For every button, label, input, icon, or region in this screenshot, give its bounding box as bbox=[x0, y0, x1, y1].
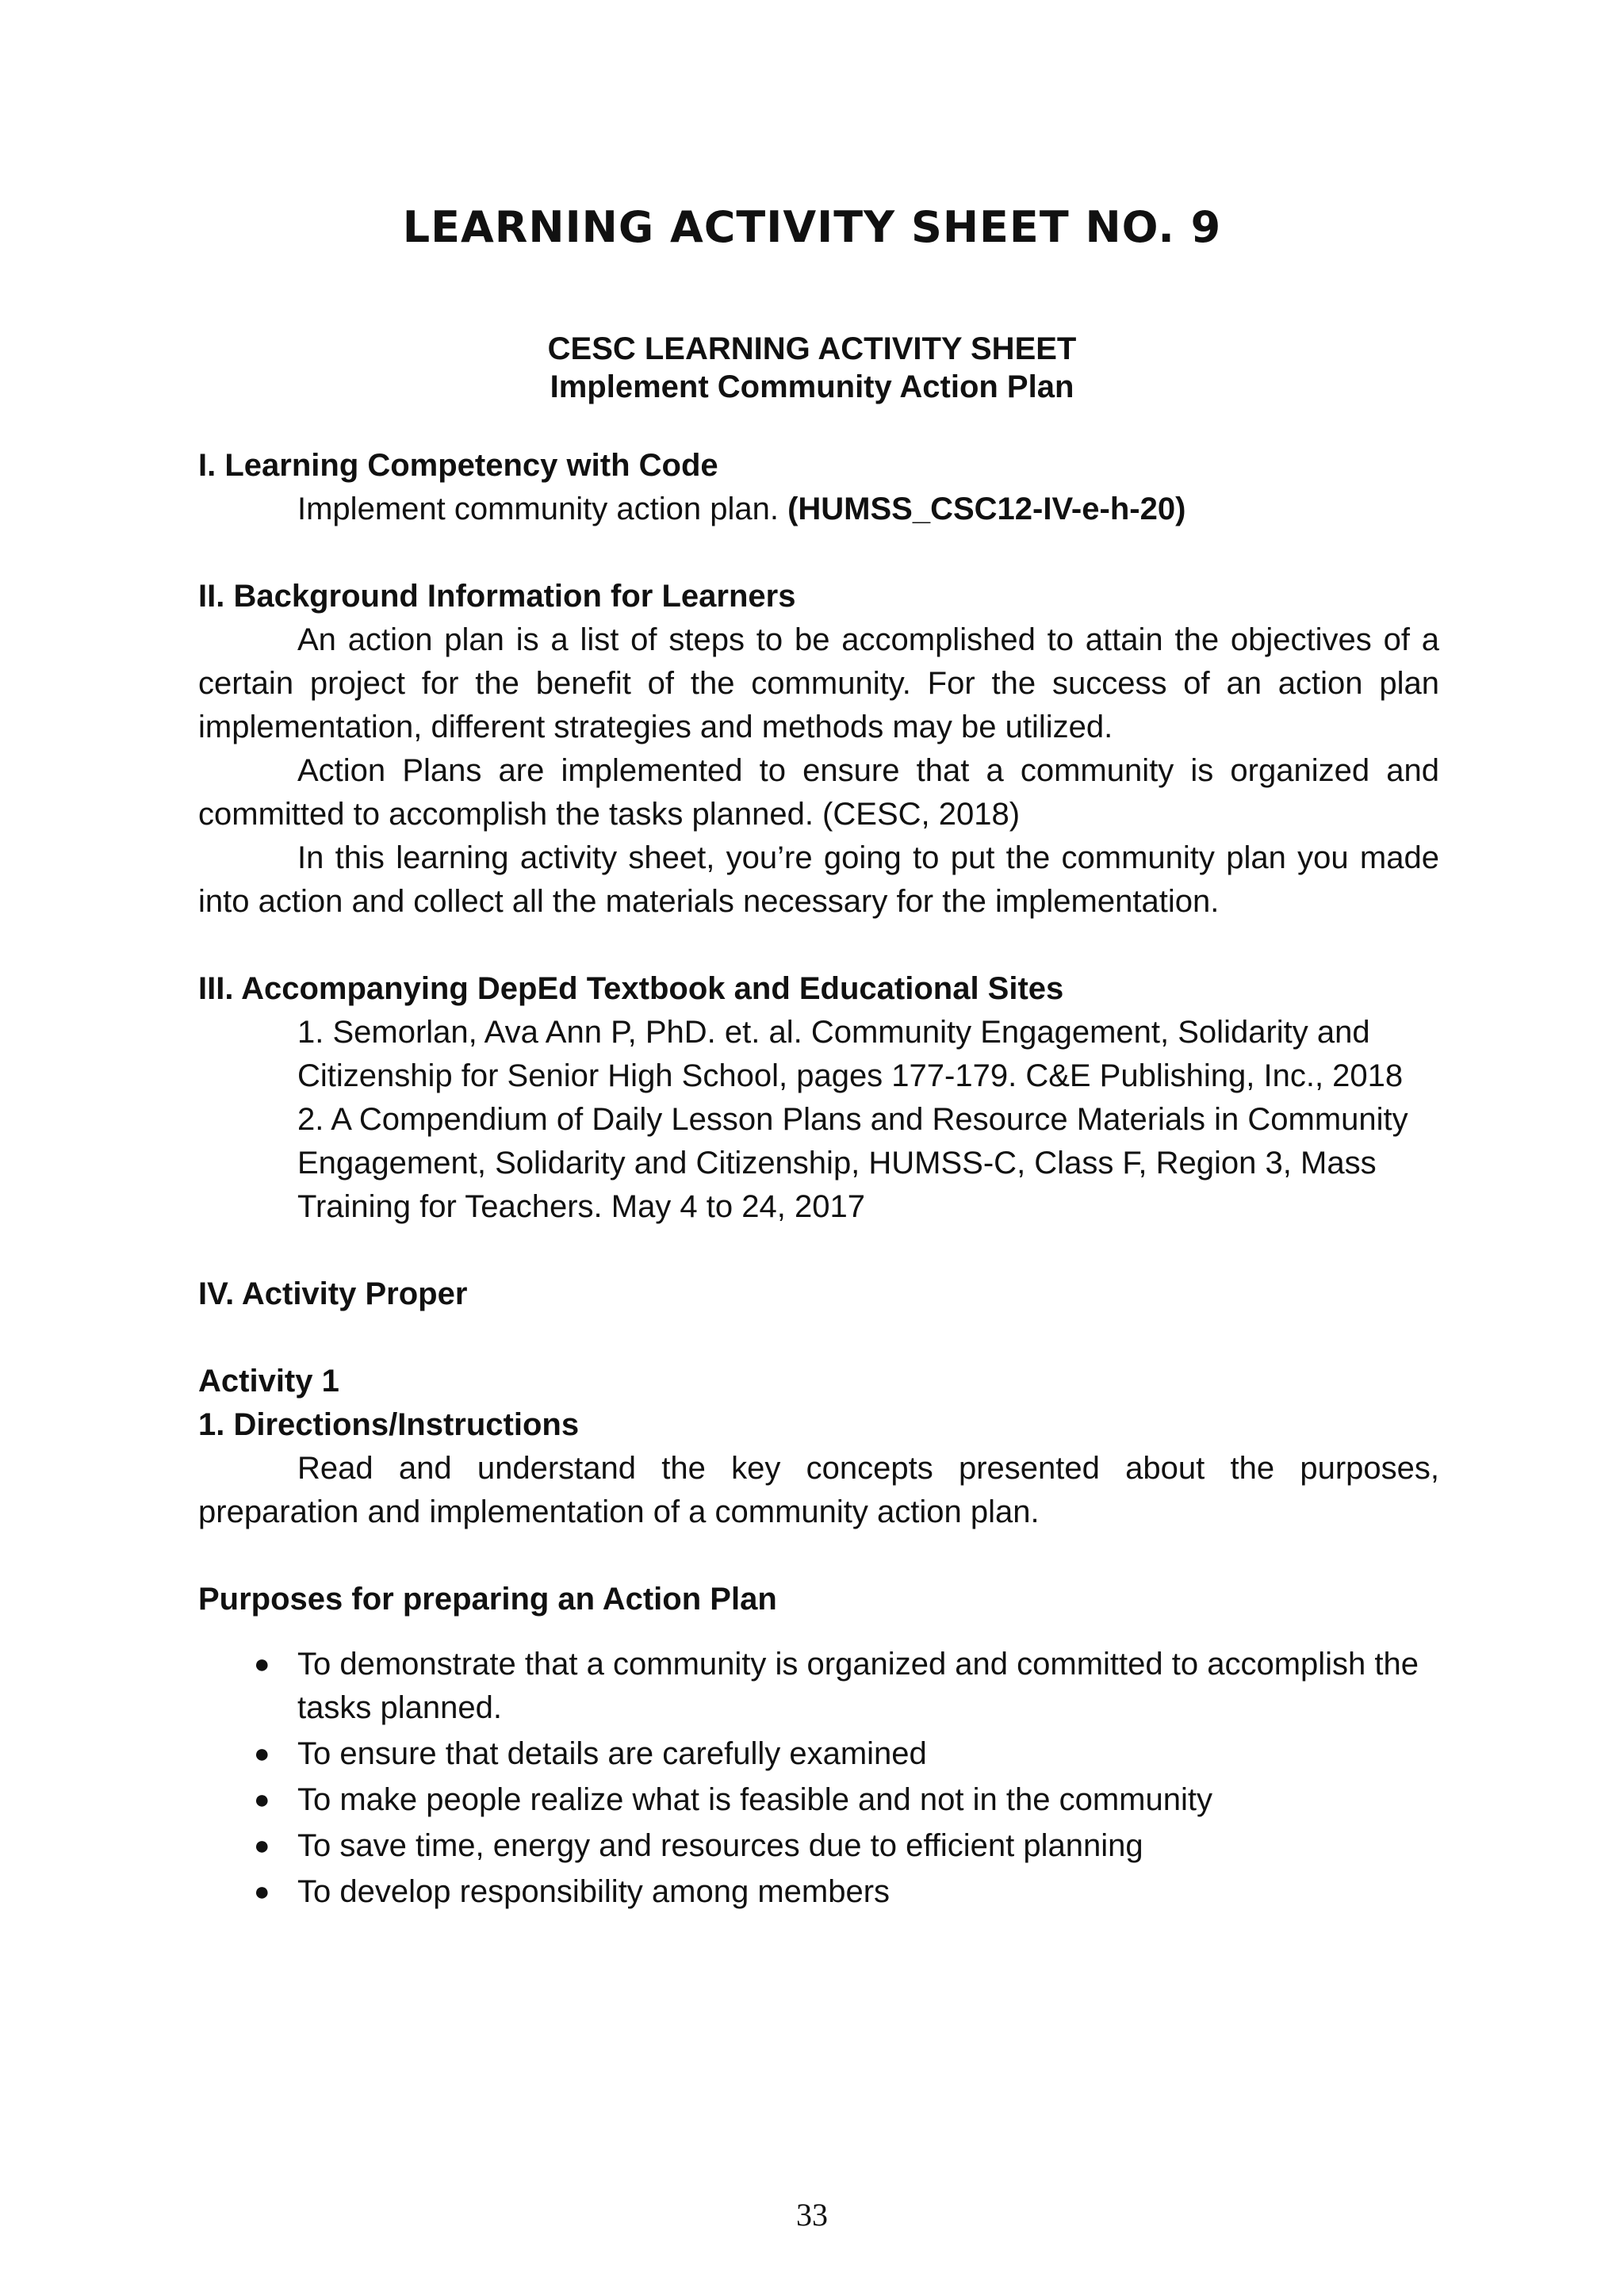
competency-text: Implement community action plan. bbox=[297, 492, 779, 526]
purpose-text-4: To save time, energy and resources due to efficient planning bbox=[297, 1828, 1143, 1863]
bullet-icon: ● bbox=[254, 1877, 270, 1907]
document-title: LEARNING ACTIVITY SHEET NO. 9 bbox=[402, 202, 1222, 252]
bullet-icon: ● bbox=[254, 1831, 270, 1861]
background-paragraph-3: In this learning activity sheet, you’re going to put the community plan you made into action and collect all the materials necessary for the implementation. bbox=[198, 840, 1439, 919]
reference-item-1: 1. Semorlan, Ava Ann P, PhD. et. al. Community Engagement, Solidarity and Citizenship for Senior High School, pages 177-179. C&E Publishing, Inc., 2018 bbox=[297, 1015, 1404, 1093]
topic-subtitle: Implement Community Action Plan bbox=[550, 369, 1074, 404]
purpose-text-5: To develop responsibility among members bbox=[297, 1874, 891, 1909]
competency-line bbox=[198, 488, 1439, 531]
section-heading-background: II. Background Information for Learners bbox=[198, 579, 796, 614]
sheet-subtitle: CESC LEARNING ACTIVITY SHEET bbox=[547, 331, 1077, 366]
purposes-list bbox=[198, 1643, 1439, 1914]
directions-heading: 1. Directions/Instructions bbox=[198, 1407, 580, 1442]
purpose-item-5 bbox=[198, 1870, 1439, 1914]
document-body bbox=[198, 444, 1439, 1916]
purpose-item-4 bbox=[198, 1824, 1439, 1868]
background-paragraph-1: An action plan is a list of steps to be accomplished to attain the objectives of a certain project for the benefit of the community. For the success of an action plan implementation, different strategies and methods may be utilized. bbox=[198, 622, 1439, 744]
spacer bbox=[198, 1229, 1439, 1272]
purpose-text-1: To demonstrate that a community is organized and committed to accomplish the tasks planned. bbox=[297, 1647, 1419, 1725]
section-heading-references: III. Accompanying DepEd Textbook and Educational Sites bbox=[198, 971, 1064, 1006]
bullet-icon: ● bbox=[254, 1785, 270, 1815]
reference-item-2: 2. A Compendium of Daily Lesson Plans and Resource Materials in Community Engagement, Solidarity and Citizenship, HUMSS-C, Class F, Region 3, Mass Training for Teachers. May 4 to 24, 2017 bbox=[297, 1102, 1408, 1224]
purpose-item-1 bbox=[198, 1643, 1439, 1730]
spacer bbox=[198, 1534, 1439, 1578]
purpose-text-3: To make people realize what is feasible and not in the community bbox=[297, 1782, 1212, 1817]
bullet-icon: ● bbox=[254, 1649, 270, 1679]
purpose-item-3 bbox=[198, 1778, 1439, 1822]
section-heading-competency: I. Learning Competency with Code bbox=[198, 448, 718, 483]
page-number: 33 bbox=[796, 2197, 828, 2233]
purpose-item-2 bbox=[198, 1732, 1439, 1776]
activity-label: Activity 1 bbox=[198, 1364, 339, 1399]
directions-text: Read and understand the key concepts presented about the purposes, preparation and implementation of a community action plan. bbox=[198, 1451, 1439, 1529]
spacer bbox=[198, 924, 1439, 967]
bullet-icon: ● bbox=[254, 1739, 270, 1769]
spacer bbox=[198, 1316, 1439, 1360]
spacer bbox=[198, 531, 1439, 575]
purpose-text-2: To ensure that details are carefully examined bbox=[297, 1736, 927, 1771]
purposes-heading: Purposes for preparing an Action Plan bbox=[198, 1582, 777, 1617]
background-paragraph-2: Action Plans are implemented to ensure that a community is organized and committed to accomplish the tasks planned. (CESC, 2018) bbox=[198, 753, 1439, 832]
competency-code: (HUMSS_CSC12-IV-e-h-20) bbox=[787, 492, 1186, 526]
section-heading-activity: IV. Activity Proper bbox=[198, 1276, 468, 1311]
